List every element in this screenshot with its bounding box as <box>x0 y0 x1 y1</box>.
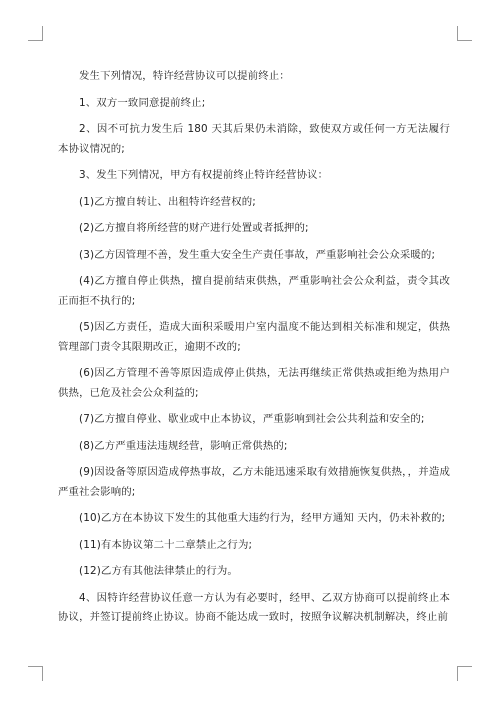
crop-mark-top-left <box>28 26 43 41</box>
paragraph-sub-3: (3)乙方因管理不善，发生重大安全生产责任事故，严重影响社会公众采暖的; <box>79 248 436 261</box>
paragraph-sub-8: (8)乙方严重违法违规经营，影响正常供热的; <box>79 439 288 452</box>
paragraph-sub-7: (7)乙方擅自停业、歇业或中止本协议，严重影响到社会公共利益和安全的; <box>79 413 425 425</box>
crop-mark-top-right <box>457 26 472 41</box>
paragraph-sub-2: (2)乙方擅自将所经营的财产进行处置或者抵押的; <box>79 222 309 234</box>
paragraph-item-3: 3、发生下列情况，甲方有权提前终止特许经营协议： <box>79 169 329 181</box>
paragraph-sub-10: (10)乙方在本协议下发生的其他重大违约行为，经甲方通知 天内，仍未补救的; <box>79 512 446 524</box>
paragraph-sub-9: (9)因设备等原因造成停热事故，乙方未能迅速采取有效措施恢复供热，，并造成严重社会影响的; <box>58 466 450 498</box>
paragraph-sub-4: (4)乙方擅自停止供热，擅自提前结束供热，严重影响社会公众利益，责令其改正而拒不执行的; <box>58 275 450 307</box>
paragraph-item-2: 2、因不可抗力发生后 180 天其后果仍未消除，致使双方或任何一方无法履行本协议情况的; <box>58 123 450 155</box>
crop-mark-bottom-left <box>28 666 43 681</box>
paragraph-intro: 发生下列情况，特许经营协议可以提前终止： <box>79 70 290 82</box>
paragraph-sub-1: (1)乙方擅自转让、出租特许经营权的; <box>79 195 256 208</box>
paragraph-sub-11: (11)有本协议第二十二章禁止之行为; <box>79 538 253 551</box>
crop-mark-bottom-right <box>457 666 472 681</box>
paragraph-sub-5: (5)因乙方责任，造成大面积采暖用户室内温度不能达到相关标准和规定，供热管理部门责令其限期改正，逾期不改的; <box>58 321 450 353</box>
paragraph-item-4: 4、因特许经营协议任意一方认为有必要时，经甲、乙双方协商可以提前终止本协议，并签订提前终止协议。协商不能达成一致时，按照争议解决机制解决，终止前 <box>58 591 450 623</box>
paragraph-sub-12: (12)乙方有其他法律禁止的行为。 <box>79 565 238 577</box>
paragraph-sub-6: (6)因乙方管理不善等原因造成停止供热，无法再继续正常供热或拒绝为热用户供热，已危及社会公众利益的; <box>58 367 450 399</box>
document-body <box>58 67 450 635</box>
paragraph-item-1: 1、双方一致同意提前终止; <box>79 96 206 109</box>
